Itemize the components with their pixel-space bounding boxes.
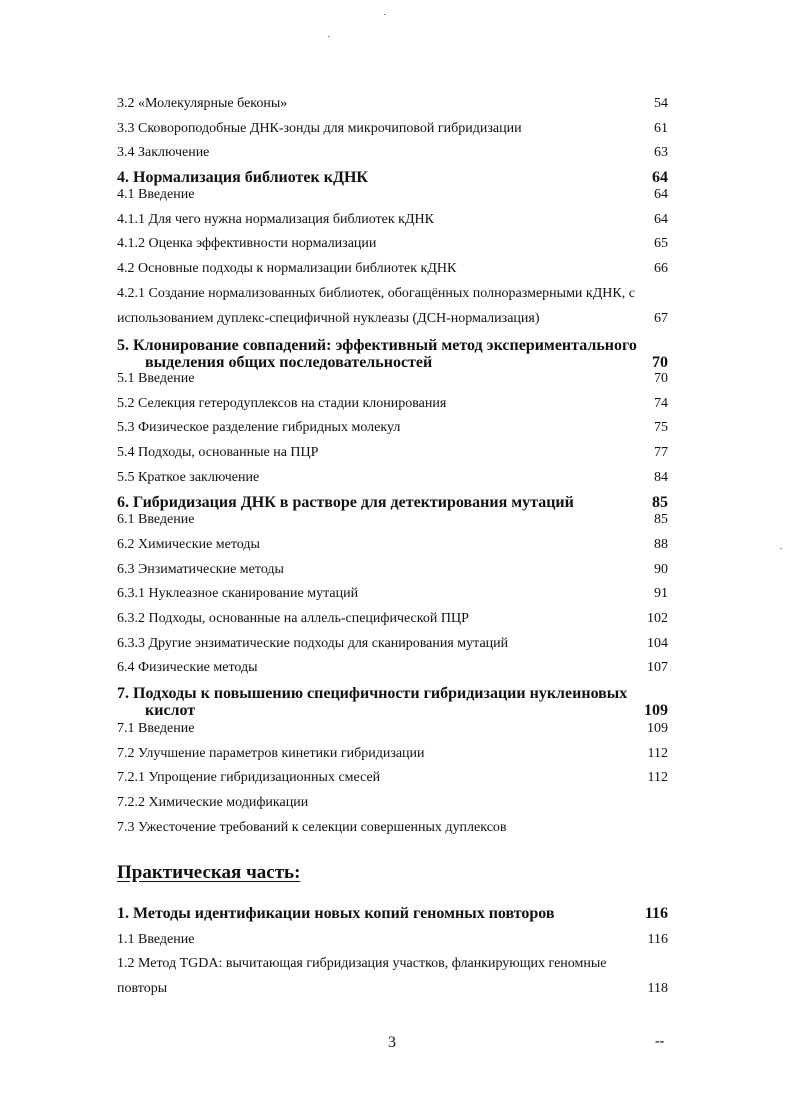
toc-page-number: 107 — [647, 660, 668, 675]
toc-entry-title: 1.1 Введение — [117, 932, 195, 947]
toc-page-number: 67 — [654, 311, 668, 326]
toc-entry-title: 5.4 Подходы, основанные на ПЦР — [117, 445, 319, 460]
toc-page-number: 63 — [654, 145, 668, 160]
toc-page-number: 104 — [647, 636, 668, 651]
toc-entry-title: 3.4 Заключение — [117, 145, 210, 160]
toc-page-number: 64 — [654, 187, 668, 202]
toc-page-number: 74 — [654, 396, 668, 411]
toc-entry-title: 7. Подходы к повышению специфичности гибридизации нуклеиновых — [117, 685, 628, 702]
toc-entry-title: 6.3 Энзиматические методы — [117, 562, 284, 577]
toc-page-number: 112 — [647, 770, 668, 785]
toc-page-number: 66 — [654, 261, 668, 276]
toc-page-number: 77 — [654, 445, 668, 460]
toc-page-number: 118 — [647, 981, 668, 996]
toc-entry-title: 7.3 Ужесточение требований к селекции совершенных дуплексов — [117, 820, 507, 835]
page-number: 3 — [388, 1034, 396, 1051]
toc-entry-title: кислот — [145, 702, 196, 719]
toc-entry-title: 6. Гибридизация ДНК в растворе для детектирования мутаций — [117, 494, 574, 511]
practical-section-heading: Практическая часть: — [117, 862, 301, 883]
toc-page-number: 90 — [654, 562, 668, 577]
toc-entry-title: использованием дуплекс-специфичной нуклеазы (ДСН-нормализация) — [117, 311, 540, 326]
toc-entry-title: 6.3.1 Нуклеазное сканирование мутаций — [117, 586, 359, 601]
toc-page-number: 64 — [652, 169, 668, 186]
toc-entry-title: 7.2.2 Химические модификации — [117, 795, 309, 810]
toc-entry-title: 5.1 Введение — [117, 371, 195, 386]
toc-entry-title: 5. Клонирование совпадений: эффективный метод экспериментального — [117, 337, 637, 354]
toc-page-number: 116 — [644, 905, 668, 922]
toc-entry-title: 6.3.2 Подходы, основанные на аллель-специфической ПЦР — [117, 611, 469, 626]
toc-entry-title: повторы — [117, 981, 168, 996]
toc-page-number: 54 — [654, 96, 668, 111]
toc-entry-title: 7.1 Введение — [117, 721, 195, 736]
toc-entry-title: 6.3.3 Другие энзиматические подходы для сканирования мутаций — [117, 636, 509, 651]
toc-entry-title: 3.3 Сковороподобные ДНК-зонды для микрочиповой гибридизации — [117, 121, 522, 136]
toc-entry-title: 4.1.1 Для чего нужна нормализация библиотек кДНК — [117, 212, 434, 227]
toc-entry-title: 5.5 Краткое заключение — [117, 470, 260, 485]
toc-page-number: 75 — [654, 420, 668, 435]
toc-page-number: 70 — [654, 371, 668, 386]
toc-page-number: 65 — [654, 236, 668, 251]
toc-entry-title: 6.2 Химические методы — [117, 537, 260, 552]
toc-entry-title: 5.3 Физическое разделение гибридных молекул — [117, 420, 401, 435]
toc-page-number: 116 — [647, 932, 668, 947]
toc-page-number: 85 — [652, 494, 668, 511]
toc-entry-title: 1. Методы идентификации новых копий геномных повторов — [117, 905, 555, 922]
toc-page-number: 91 — [654, 586, 668, 601]
toc-entry-title: 7.2 Улучшение параметров кинетики гибридизации — [117, 746, 425, 761]
toc-entry-title: 4.1.2 Оценка эффективности нормализации — [117, 236, 377, 251]
toc-page-number: 84 — [654, 470, 668, 485]
toc-entry-title: выделения общих последовательностей — [145, 354, 433, 371]
toc-page-number: 64 — [654, 212, 668, 227]
toc-entry-title: 4. Нормализация библиотек кДНК — [117, 169, 369, 186]
scan-speck — [328, 36, 330, 37]
toc-page-number: 109 — [644, 702, 668, 719]
toc-entry-title: 4.1 Введение — [117, 187, 195, 202]
toc-entry-title: 1.2 Метод TGDA: вычитающая гибридизация участков, фланкирующих геномные — [117, 956, 607, 971]
toc-entry-title: 7.2.1 Упрощение гибридизационных смесей — [117, 770, 381, 785]
toc-page-number: 70 — [652, 354, 668, 371]
toc-entry-title: 3.2 «Молекулярные беконы» — [117, 96, 288, 111]
toc-entry-title: 6.1 Введение — [117, 512, 195, 527]
footer-dash: -- — [655, 1034, 665, 1049]
toc-entry-title: 6.4 Физические методы — [117, 660, 258, 675]
toc-entry-title: 4.2 Основные подходы к нормализации библиотек кДНК — [117, 261, 457, 276]
toc-page-number: 109 — [647, 721, 668, 736]
scan-speck — [384, 14, 386, 15]
toc-entry-title: 4.2.1 Создание нормализованных библиотек, обогащённых полноразмерными кДНК, с — [117, 286, 635, 301]
toc-page-number: 102 — [647, 611, 668, 626]
toc-page-number: 85 — [654, 512, 668, 527]
toc-page-number: 88 — [654, 537, 668, 552]
scan-speck — [780, 548, 782, 549]
toc-entry-title: 5.2 Селекция гетеродуплексов на стадии клонирования — [117, 396, 447, 411]
toc-page-number: 61 — [654, 121, 668, 136]
toc-page-number: 112 — [647, 746, 668, 761]
